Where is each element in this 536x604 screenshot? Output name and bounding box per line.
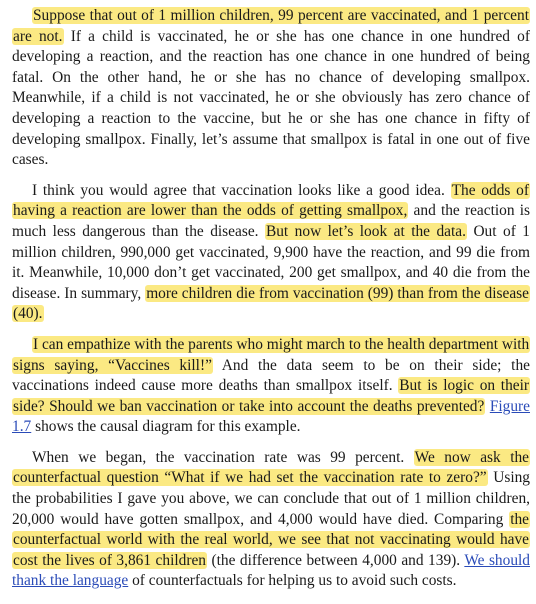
body-text: If a child is vaccinated, he or she has one chance in one hundred of developing a reaction, and the reaction has one chance in one hundred of being fatal. On the other hand, he or she has no chance of developing smallpox. Meanwhile, if a child is not vaccinated, he or she obviously has zero chance of developing a reaction to the vaccine, but he or she has one chance in fifty of developing smallpox. Finally, let’s assume that smallpox is fatal in one out of five cases. bbox=[12, 27, 530, 169]
highlighted-text[interactable]: I can empathize with the parents who might march to the health department with signs saying, “Vaccines kill!” bbox=[13, 335, 530, 374]
figure-link[interactable]: Figure 1.7 bbox=[12, 397, 530, 436]
paragraph-4 bbox=[12, 448, 530, 592]
paragraph-3 bbox=[12, 335, 530, 438]
body-text: Out of 1 million children, 990,000 get vaccinated, 9,900 have the reaction, and 99 die from it. Meanwhile, 10,000 don’t get vaccinated, 200 get smallpox, and 40 die from the disease. In summary, bbox=[12, 222, 530, 302]
highlighted-text[interactable]: more children die from vaccination (99) than from the disease (40). bbox=[13, 284, 530, 323]
highlighted-text[interactable]: But now let’s look at the data. bbox=[265, 222, 466, 240]
paragraph-2 bbox=[12, 181, 530, 325]
highlighted-text[interactable]: the counterfactual world with the real world, we see that not vaccinating would have cost the lives of 3,861 children bbox=[13, 510, 529, 569]
paragraph-1 bbox=[12, 6, 530, 171]
highlighted-text[interactable]: But is logic on their side? Should we ban vaccination or take into account the deaths prevented? bbox=[13, 377, 530, 415]
document-page bbox=[12, 6, 530, 602]
body-text: I think you would agree that vaccination looks like a good idea. bbox=[32, 181, 451, 199]
body-text: Using the probabilities I gave you above, we can conclude that out of 1 million children, 20,000 would have gotten smallpox, and 4,000 would have died. Comparing bbox=[12, 469, 531, 528]
body-text: And the data seem to be on their side; the vaccinations indeed cause more deaths than smallpox itself. bbox=[12, 356, 530, 395]
body-text: When we began, the vaccination rate was 99 percent. bbox=[32, 448, 414, 466]
body-text: shows the causal diagram for this example. bbox=[31, 418, 301, 436]
text-link[interactable]: We should thank the language bbox=[12, 551, 530, 590]
highlighted-text[interactable]: We now ask the counterfactual question “What if we had set the vaccination rate to zero?” bbox=[13, 448, 529, 487]
body-text: of counterfactuals for helping us to avoid such costs. bbox=[128, 572, 457, 590]
body-text: (the difference between 4,000 and 139). bbox=[206, 551, 465, 569]
body-text: and the reaction is much less dangerous than the disease. bbox=[12, 202, 530, 240]
highlighted-text[interactable]: The odds of having a reaction are lower than the odds of getting smallpox, bbox=[13, 181, 529, 220]
highlighted-text[interactable]: Suppose that out of 1 million children, 99 percent are vaccinated, and 1 percent are not. bbox=[13, 7, 529, 45]
